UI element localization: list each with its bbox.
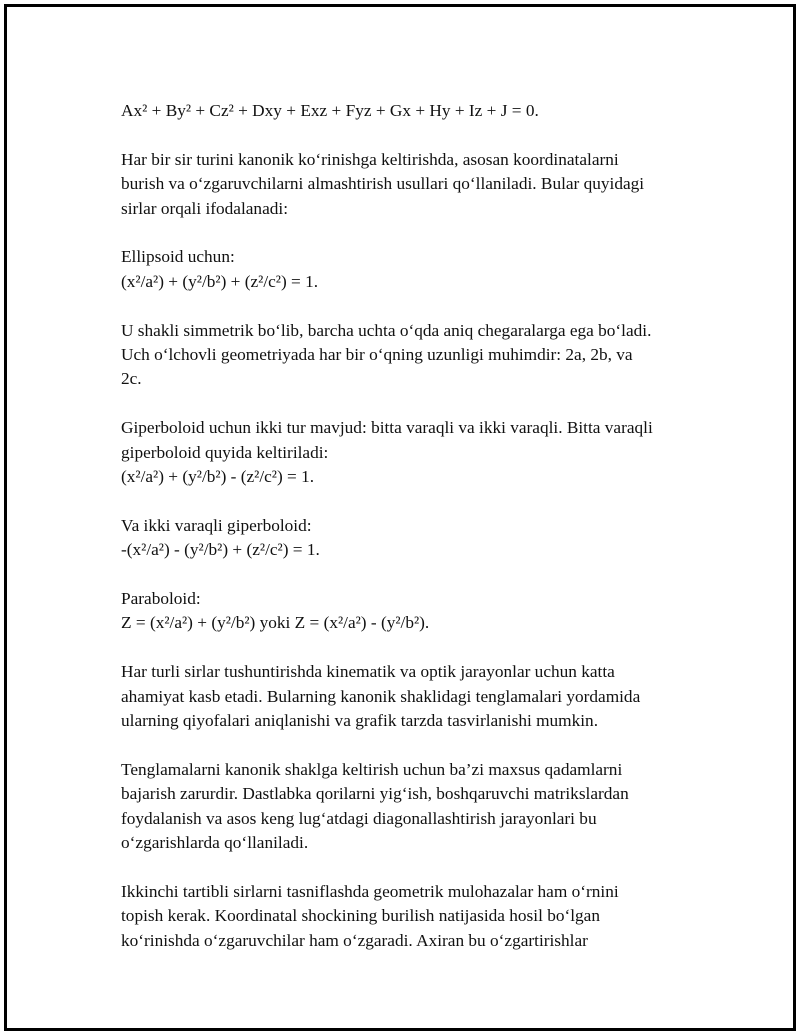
text-line: Uch o‘lchovli geometriyada har bir o‘qning uzunligi muhimdir: 2a, 2b, va [121, 345, 633, 365]
equation-line: (x²/a²) + (y²/b²) + (z²/c²) = 1. [121, 271, 319, 291]
text-line: Har bir sir turini kanonik ko‘rinishga keltirishda, asosan koordinatalarni [121, 149, 619, 169]
equation-line: Z = (x²/a²) + (y²/b²) yoki Z = (x²/a²) - (y²/b²). [121, 613, 430, 633]
text-line: Ax² + By² + Cz² + Dxy + Exz + Fyz + Gx + Hy + Iz + J = 0. [121, 101, 539, 120]
text-line: 2c. [121, 369, 142, 389]
paragraph-hyperboloid-one [121, 416, 711, 489]
paragraph-steps [121, 758, 711, 856]
text-line: Va ikki varaqli giperboloid: [121, 515, 312, 535]
text-line: Har turli sirlar tushuntirishda kinematik va optik jarayonlar uchun katta [121, 662, 615, 682]
text-line: Ikkinchi tartibli sirlarni tasniflashda geometrik mulohazalar ham o‘rnini [121, 881, 619, 901]
paragraph-classification [121, 880, 711, 953]
text-line: o‘zgarishlarda qo‘llaniladi. [121, 833, 309, 853]
page-frame [4, 4, 796, 1031]
paragraph-applications [121, 660, 711, 733]
text-line: ahamiyat kasb etadi. Bularning kanonik shaklidagi tenglamalari yordamida [121, 686, 641, 706]
text-line: burish va o‘zgaruvchilarni almashtirish usullari qo‘llaniladi. Bular quyidagi [121, 174, 645, 194]
text-line: Tenglamalarni kanonik shaklga keltirish uchun ba’zi maxsus qadamlarni [121, 759, 623, 779]
text-line: foydalanish va asos keng lug‘atdagi diagonallashtirish jarayonlari bu [121, 808, 597, 828]
text-line: U shakli simmetrik bo‘lib, barcha uchta o‘qda aniq chegaralarga ega bo‘ladi. [121, 320, 652, 340]
equation-line: (x²/a²) + (y²/b²) - (z²/c²) = 1. [121, 467, 315, 487]
paragraph-symmetry [121, 319, 711, 392]
paragraph-ellipsoid [121, 245, 711, 294]
text-line: Ellipsoid uchun: [121, 247, 235, 267]
text-line: bajarish zarurdir. Dastlabka qorilarni yig‘ish, boshqaruvchi matrikslardan [121, 784, 629, 804]
text-line: Giperboloid uchun ikki tur mavjud: bitta varaqli va ikki varaqli. Bitta varaqli [121, 418, 653, 438]
paragraph-intro [121, 148, 711, 221]
text-line: ko‘rinishda o‘zgaruvchilar ham o‘zgaradi. Axiran bu o‘zgartirishlar [121, 930, 588, 950]
text-line: topish kerak. Koordinatal shockining burilish natijasida hosil bo‘lgan [121, 906, 600, 926]
equation-general [121, 99, 711, 123]
text-line: ularning qiyofalari aniqlanishi va grafik tarzda tasvirlanishi mumkin. [121, 711, 599, 731]
paragraph-hyperboloid-two [121, 514, 711, 563]
paragraph-paraboloid [121, 587, 711, 636]
document-body [121, 99, 711, 977]
equation-line: -(x²/a²) - (y²/b²) + (z²/c²) = 1. [121, 540, 320, 560]
text-line: giperboloid quyida keltiriladi: [121, 442, 329, 462]
text-line: sirlar orqali ifodalanadi: [121, 198, 288, 218]
text-line: Paraboloid: [121, 589, 201, 609]
